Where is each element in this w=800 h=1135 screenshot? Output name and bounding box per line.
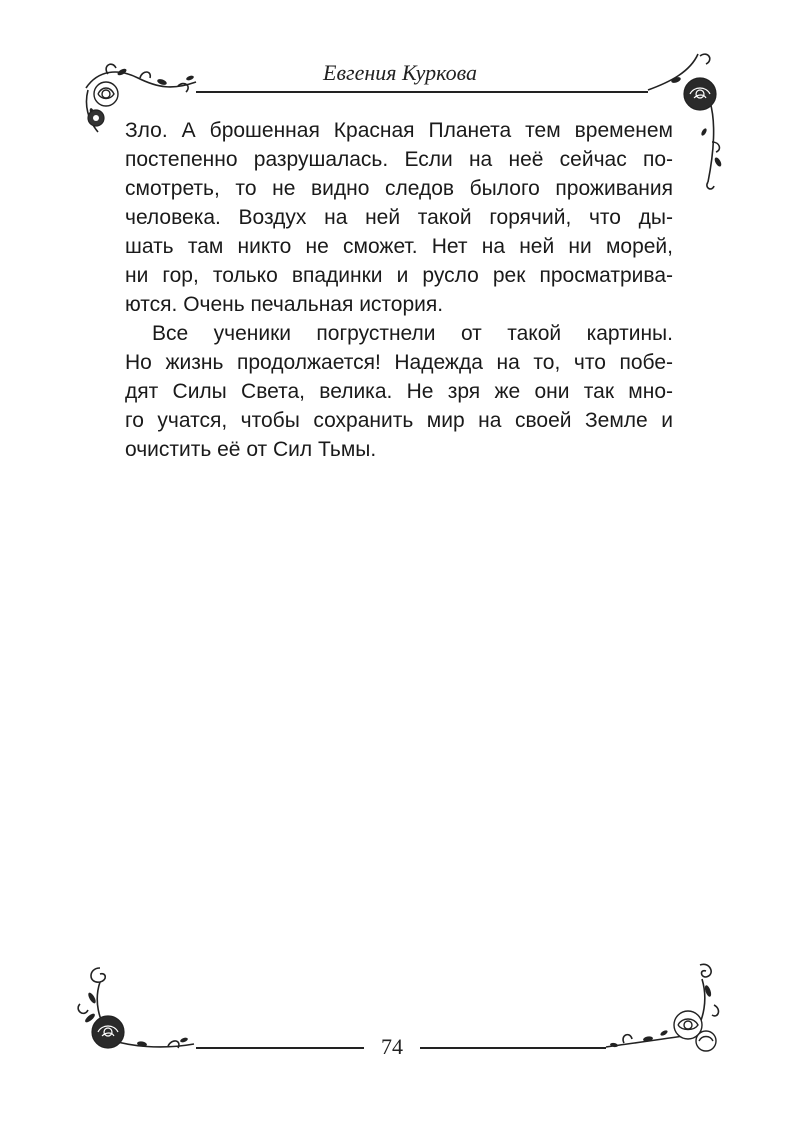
text-line: смотреть, то не видно следов былого проживания [125,177,673,200]
footer-rule-right [420,1047,606,1049]
rose-vine-corner-bottom-left-icon [70,960,200,1070]
text-line: Но жизнь продолжается! Надежда на то, что побе- [125,351,673,374]
text-line: ни гор, только впадинки и русло рек просматрива- [125,264,673,287]
text-line: постепенно разрушалась. Если на неё сейчас по- [125,148,673,171]
footer-rule-left [196,1047,364,1049]
text-line: Все ученики погрустнели от такой картины. [152,322,673,345]
text-line: Зло. А брошенная Красная Планета тем временем [125,119,673,142]
paragraph-1 [125,116,673,319]
text-line: шать там никто не сможет. Нет на ней ни морей, [125,235,673,258]
paragraph-2 [125,319,673,464]
text-line: человека. Воздух на ней такой горячий, что ды- [125,206,673,229]
page-number: 74 [381,1034,403,1059]
text-line: дят Силы Света, велика. Не зря же они так мно- [125,380,673,403]
body-text [125,116,673,464]
text-line: очистить её от Сил Тьмы. [125,438,377,461]
text-line: ются. Очень печальная история. [125,293,444,316]
rose-vine-corner-bottom-right-icon [604,955,724,1070]
running-header-author: Евгения Куркова [323,60,477,85]
header-rule [196,91,648,93]
text-line: го учатся, чтобы сохранить мир на своей Земле и [125,409,673,432]
